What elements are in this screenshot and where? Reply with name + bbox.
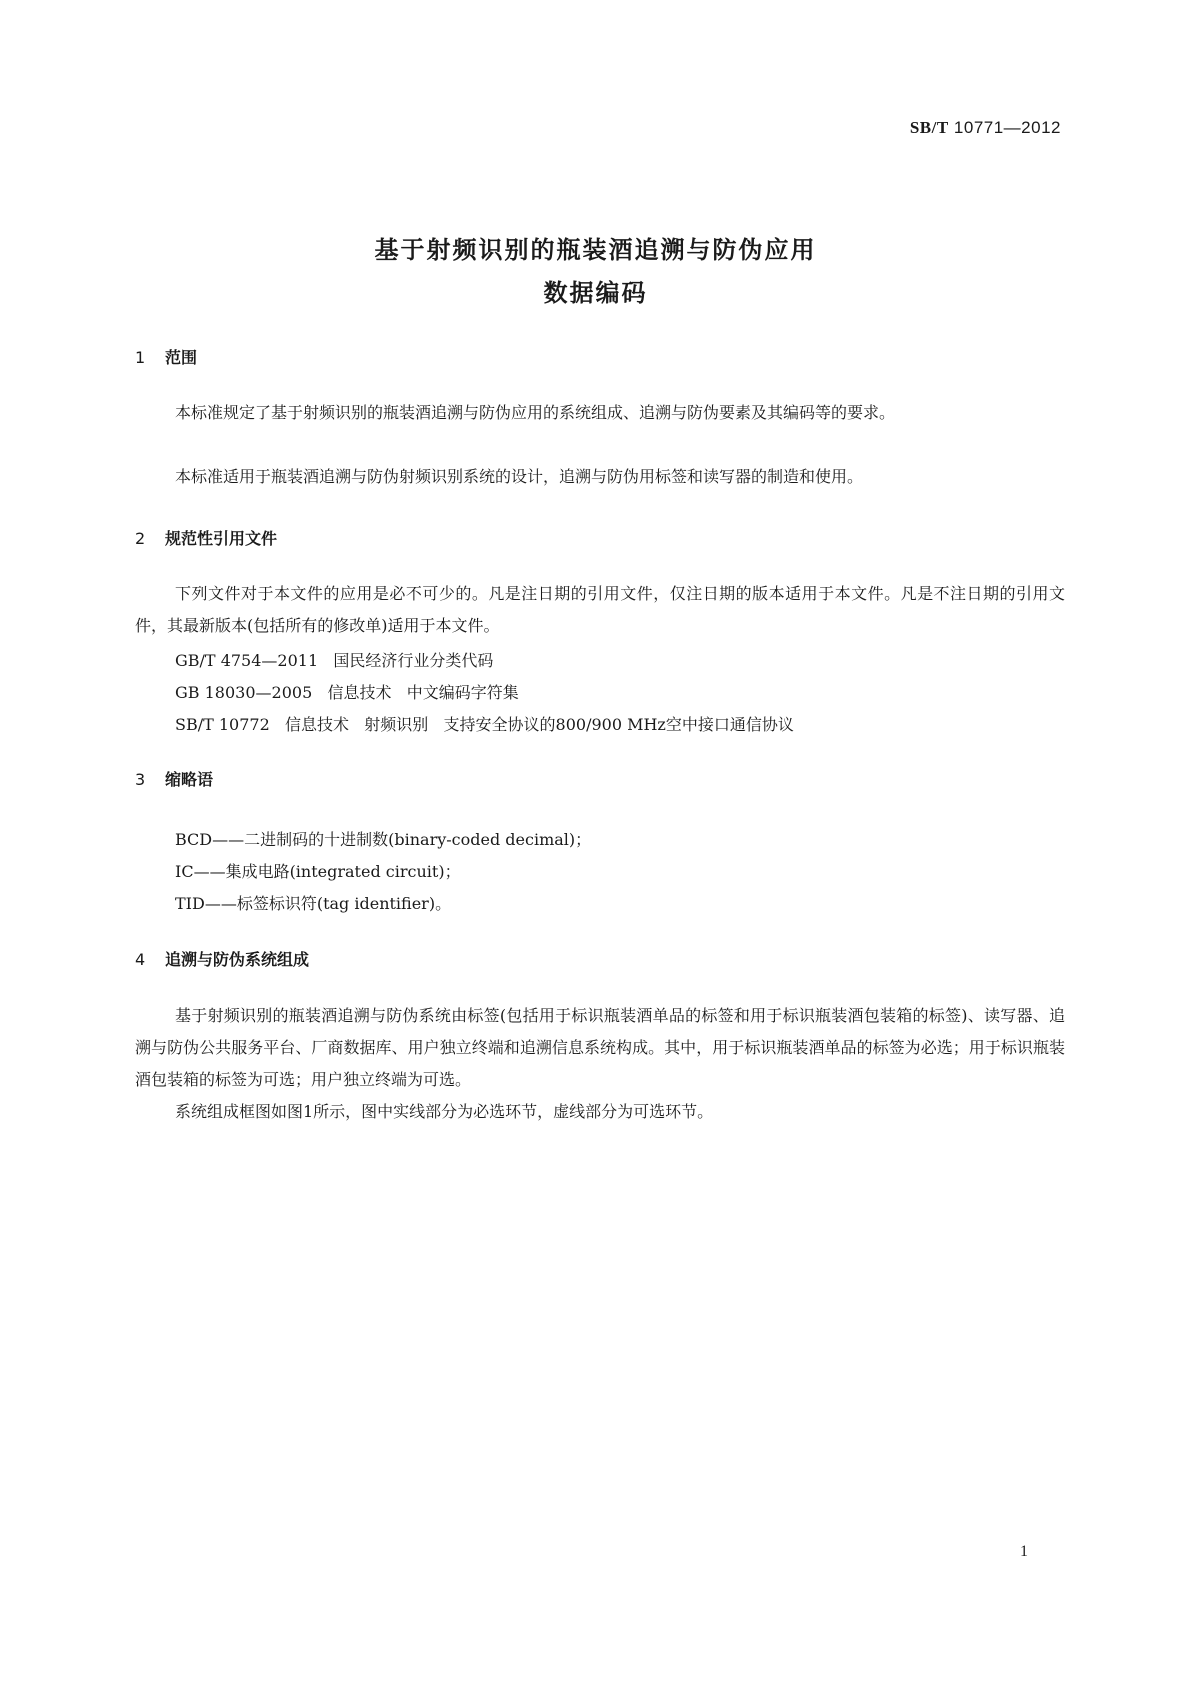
- standard-code: [910, 118, 1061, 138]
- abbreviation-item: TID——标签标识符(tag identifier)。: [175, 894, 452, 913]
- reference-item: SB/T 10772 信息技术 射频识别 支持安全协议的800/900 MHz空中接口通信协议: [175, 715, 794, 734]
- section-heading: [135, 947, 309, 970]
- section-title: 缩略语: [165, 770, 214, 789]
- page-number: 1: [1020, 1543, 1028, 1560]
- document-title: 基于射频识别的瓶装酒追溯与防伪应用: [374, 236, 817, 264]
- paragraph: 本标准规定了基于射频识别的瓶装酒追溯与防伪应用的系统组成、追溯与防伪要素及其编码等的要求。: [175, 403, 896, 422]
- section-heading: [135, 526, 277, 549]
- section-number: 4: [135, 950, 146, 969]
- paragraph: 基于射频识别的瓶装酒追溯与防伪系统由标签(包括用于标识瓶装酒单品的标签和用于标识瓶装酒包装箱的标签)、读写器、追溯与防伪公共服务平台、厂商数据库、用户独立终端和追溯信息系统构成。其中，用于标识瓶装酒单品的标签为必选；用于标识瓶装酒包装箱的标签为可选；用户独立终端为可选。: [135, 1006, 1065, 1089]
- abbreviation-item: IC——集成电路(integrated circuit)；: [175, 862, 461, 881]
- section-title: 追溯与防伪系统组成: [165, 950, 310, 969]
- reference-item: GB 18030—2005 信息技术 中文编码字符集: [175, 683, 519, 702]
- section-heading: [135, 345, 197, 368]
- reference-item: GB/T 4754—2011 国民经济行业分类代码: [175, 651, 494, 670]
- abbreviation-item: BCD——二进制码的十进制数(binary-coded decimal)；: [175, 830, 592, 849]
- paragraph: 系统组成框图如图1所示，图中实线部分为必选环节，虚线部分为可选环节。: [175, 1102, 714, 1121]
- section-number: 2: [135, 529, 146, 548]
- paragraph: 本标准适用于瓶装酒追溯与防伪射频识别系统的设计，追溯与防伪用标签和读写器的制造和使用。: [175, 467, 864, 486]
- section-heading: [135, 767, 213, 790]
- standard-prefix: SB/T: [909, 118, 949, 137]
- standard-number: 10771—2012: [953, 118, 1061, 137]
- section-number: 3: [135, 770, 146, 789]
- section-title: 规范性引用文件: [165, 529, 278, 548]
- paragraph: 下列文件对于本文件的应用是必不可少的。凡是注日期的引用文件，仅注日期的版本适用于本文件。凡是不注日期的引用文件，其最新版本(包括所有的修改单)适用于本文件。: [135, 584, 1065, 635]
- section-title: 范围: [165, 348, 198, 367]
- section-number: 1: [135, 348, 146, 367]
- document-subtitle: 数据编码: [543, 279, 648, 307]
